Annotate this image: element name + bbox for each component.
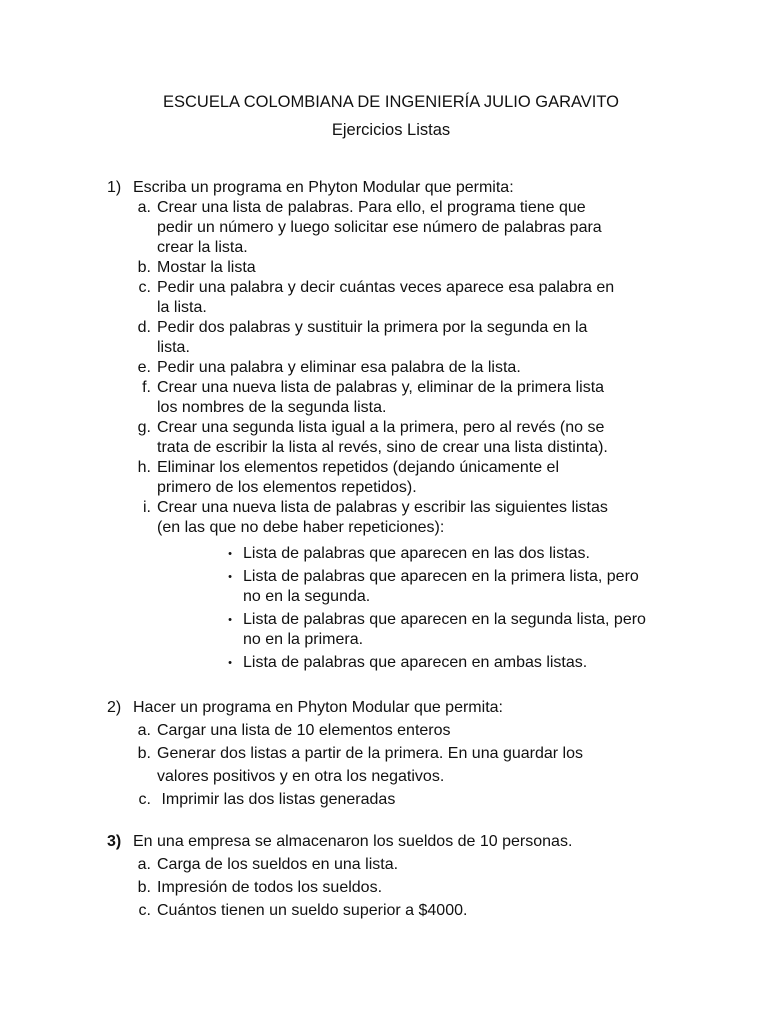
item-text — [157, 198, 602, 258]
bullet-text-line: Lista de palabras que aparecen en las dos listas. — [243, 545, 590, 562]
item-text — [157, 853, 398, 876]
list-item — [127, 788, 583, 811]
bullet-item — [221, 544, 646, 564]
question-3-items — [127, 853, 572, 922]
item-text-line: pedir un número y luego solicitar ese número de palabras para — [157, 219, 602, 236]
list-item — [127, 278, 646, 318]
item-text-line: Pedir una palabra y eliminar esa palabra de la lista. — [157, 359, 521, 376]
item-text — [157, 498, 608, 538]
item-text — [157, 358, 521, 378]
question-2-items — [127, 719, 583, 811]
question-3 — [107, 832, 572, 922]
item-text-line: Eliminar los elementos repetidos (dejando únicamente el — [157, 459, 559, 476]
item-text-line: valores positivos y en otra los negativos. — [157, 768, 445, 785]
item-text — [157, 899, 467, 922]
list-item — [127, 498, 646, 538]
item-text-line: los nombres de la segunda lista. — [157, 399, 387, 416]
item-text — [157, 719, 451, 742]
bullet-text — [239, 544, 590, 564]
item-text-line: crear la lista. — [157, 239, 248, 256]
list-item — [127, 719, 583, 742]
item-marker: b. — [137, 879, 151, 896]
item-text-line: lista. — [157, 339, 190, 356]
item-marker: d. — [137, 319, 151, 336]
item-text — [157, 742, 583, 788]
item-text-line: Crear una segunda lista igual a la primera, pero al revés (no se — [157, 419, 605, 436]
item-text-line: trata de escribir la lista al revés, sino de crear una lista distinta). — [157, 439, 608, 456]
item-marker: c. — [138, 791, 151, 808]
list-item — [127, 742, 583, 788]
question-1-bullets — [221, 544, 646, 673]
item-text — [157, 418, 608, 458]
question-3-text: En una empresa se almacenaron los sueldos de 10 personas. — [133, 833, 573, 850]
document-subtitle: Ejercicios Listas — [331, 121, 451, 139]
item-text-line: primero de los elementos repetidos). — [157, 479, 417, 496]
question-1-text: Escriba un programa en Phyton Modular que permita: — [133, 179, 514, 196]
list-item — [127, 198, 646, 258]
bullet-text-line: Lista de palabras que aparecen en ambas listas. — [243, 654, 588, 671]
item-text-line: la lista. — [157, 299, 207, 316]
question-2 — [107, 698, 583, 811]
list-item — [127, 876, 572, 899]
list-item — [127, 418, 646, 458]
item-marker: e. — [137, 359, 151, 376]
bullet-text-line: Lista de palabras que aparecen en la segunda lista, pero — [243, 611, 646, 628]
question-2-text: Hacer un programa en Phyton Modular que permita: — [133, 699, 503, 716]
question-3-number: 3) — [107, 833, 122, 850]
item-text — [157, 788, 395, 811]
bullet-text — [239, 653, 587, 673]
item-text-line: Imprimir las dos listas generadas — [157, 791, 396, 808]
bullet-text-line: no en la segunda. — [243, 588, 371, 605]
bullet-icon: • — [228, 614, 232, 626]
list-item — [127, 378, 646, 418]
item-marker: b. — [137, 259, 151, 276]
item-marker: f. — [142, 379, 151, 396]
item-text-line: Carga de los sueldos en una lista. — [157, 856, 399, 873]
bullet-item — [221, 610, 646, 650]
item-text — [157, 318, 587, 358]
item-text — [157, 258, 256, 278]
question-1-heading — [107, 178, 646, 198]
bullet-text — [239, 610, 646, 650]
item-marker: c. — [138, 902, 151, 919]
list-item — [127, 458, 646, 498]
question-2-number: 2) — [107, 699, 122, 716]
item-text-line: Generar dos listas a partir de la primera. En una guardar los — [157, 745, 583, 762]
item-text — [157, 876, 382, 899]
bullet-item — [221, 653, 646, 673]
item-marker: h. — [137, 459, 151, 476]
question-1-items — [127, 198, 646, 538]
bullet-icon: • — [228, 548, 232, 560]
item-marker: g. — [137, 419, 151, 436]
list-item — [127, 318, 646, 358]
school-title: ESCUELA COLOMBIANA DE INGENIERÍA JULIO GARAVITO — [162, 93, 619, 111]
question-2-heading — [107, 698, 583, 718]
bullet-text-line: no en la primera. — [243, 631, 364, 648]
bullet-text-line: Lista de palabras que aparecen en la primera lista, pero — [243, 568, 639, 585]
question-3-heading — [107, 832, 572, 852]
item-text-line: Crear una nueva lista de palabras y escribir las siguientes listas — [157, 499, 608, 516]
bullet-icon: • — [228, 571, 232, 583]
item-marker: a. — [137, 856, 151, 873]
item-text-line: Pedir una palabra y decir cuántas veces aparece esa palabra en — [157, 279, 615, 296]
item-marker: b. — [137, 745, 151, 762]
list-item — [127, 899, 572, 922]
item-marker: a. — [137, 199, 151, 216]
item-text-line: Pedir dos palabras y sustituir la primera por la segunda en la — [157, 319, 588, 336]
list-item — [127, 258, 646, 278]
item-text — [157, 458, 559, 498]
list-item — [127, 853, 572, 876]
item-text-line: Crear una nueva lista de palabras y, eliminar de la primera lista — [157, 379, 605, 396]
item-marker: i. — [143, 499, 151, 516]
bullet-item — [221, 567, 646, 607]
item-text-line: Mostar la lista — [157, 259, 256, 276]
item-marker: a. — [137, 722, 151, 739]
question-1 — [107, 178, 646, 676]
question-1-number: 1) — [107, 179, 122, 196]
bullet-icon: • — [228, 657, 232, 669]
item-text-line: Cuántos tienen un sueldo superior a $4000. — [157, 902, 468, 919]
item-text — [157, 278, 614, 318]
item-text-line: (en las que no debe haber repeticiones): — [157, 519, 445, 536]
item-text-line: Crear una lista de palabras. Para ello, el programa tiene que — [157, 199, 586, 216]
item-text — [157, 378, 604, 418]
list-item — [127, 358, 646, 378]
item-text-line: Impresión de todos los sueldos. — [157, 879, 383, 896]
item-marker: c. — [138, 279, 151, 296]
bullet-text — [239, 567, 639, 607]
item-text-line: Cargar una lista de 10 elementos enteros — [157, 722, 451, 739]
